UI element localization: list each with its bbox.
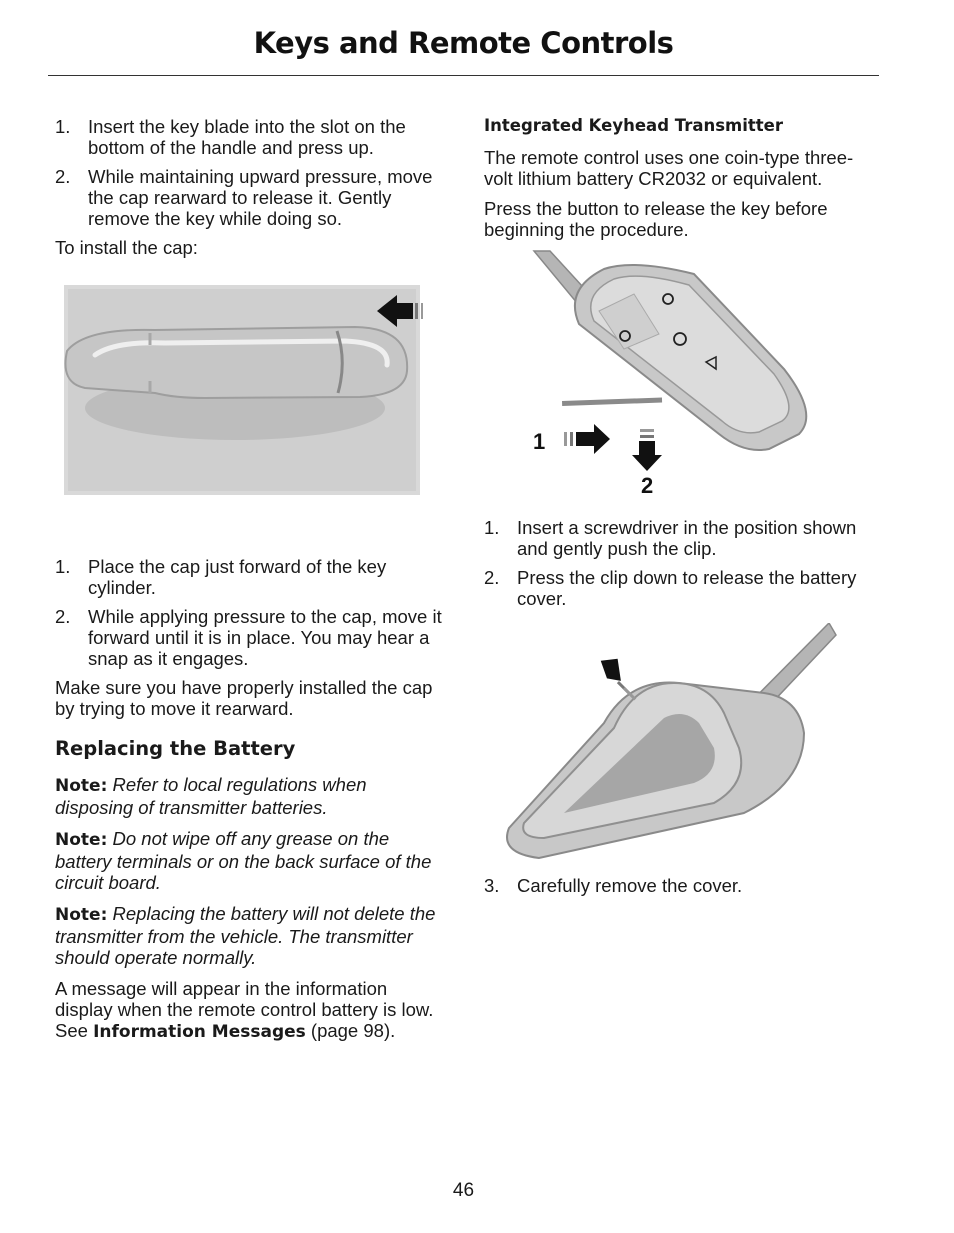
battery-text: The remote control uses one coin-type three-volt lithium battery CR2032 or equivalent.	[484, 147, 854, 189]
list-item	[484, 517, 879, 559]
step-number: 2.	[55, 166, 71, 187]
arrow-trail	[640, 435, 654, 438]
step-number: 1.	[55, 556, 71, 577]
list-item	[55, 166, 447, 229]
step-text: Insert the key blade into the slot on the bottom of the handle and press up.	[88, 116, 406, 158]
title-divider	[48, 75, 879, 76]
battery-steps-a	[484, 517, 879, 609]
list-item	[55, 606, 447, 669]
low-battery-message	[55, 978, 447, 1043]
arrow-trail	[570, 432, 573, 446]
note-text: Do not wipe off any grease on the battery terminals or on the back surface of the circuit board.	[55, 828, 432, 893]
callout-1: 1	[533, 429, 546, 454]
left-column	[55, 116, 447, 1043]
cap-removal-steps	[55, 116, 447, 229]
cap-install-steps	[55, 556, 447, 669]
step-text: Carefully remove the cover.	[517, 875, 743, 896]
screwdriver-shaft	[562, 398, 662, 406]
right-column	[484, 116, 879, 904]
list-item	[484, 875, 879, 896]
step-number: 3.	[484, 875, 500, 896]
subheading: Integrated Keyhead Transmitter	[484, 116, 783, 135]
note-label: Note:	[55, 830, 108, 850]
step-number: 2.	[55, 606, 71, 627]
arrow-down-icon	[632, 441, 662, 471]
door-handle-figure	[55, 283, 447, 533]
list-item	[55, 116, 447, 158]
arrow-trail	[415, 303, 418, 319]
confirm-text: Make sure you have properly installed the cap by trying to move it rearward.	[55, 677, 433, 719]
release-text: Press the button to release the key before beginning the procedure.	[484, 198, 828, 240]
page-title: Keys and Remote Controls	[253, 26, 674, 60]
note-disposal	[55, 774, 447, 818]
arrow-trail	[640, 429, 654, 432]
note-text: Refer to local regulations when disposing of transmitter batteries.	[55, 774, 367, 818]
arrow-trail	[564, 432, 567, 446]
arrow-trail	[421, 303, 423, 319]
step-text: Press the clip down to release the battery cover.	[517, 567, 857, 609]
step-number: 2.	[484, 567, 500, 588]
note-grease	[55, 828, 447, 893]
step-number: 1.	[55, 116, 71, 137]
information-messages-reference: Information Messages	[93, 1022, 306, 1042]
message-text: A message will appear in the information display when the remote control battery is low. See	[55, 978, 434, 1041]
note-label: Note:	[55, 776, 108, 796]
section-heading: Replacing the Battery	[55, 737, 296, 760]
door-handle	[65, 327, 407, 398]
note-programming	[55, 903, 447, 968]
callout-2: 2	[641, 473, 654, 498]
list-item	[55, 556, 447, 598]
list-item	[484, 567, 879, 609]
install-intro: To install the cap:	[55, 237, 198, 258]
arrow-right-icon	[576, 424, 610, 454]
step-number: 1.	[484, 517, 500, 538]
note-text: Replacing the battery will not delete the transmitter from the vehicle. The transmitter should operate normally.	[55, 903, 436, 968]
arrow-up-left-icon	[597, 652, 629, 686]
keyfob-screwdriver-figure	[484, 249, 879, 507]
page-reference: (page 98).	[305, 1020, 396, 1041]
page-number: 46	[452, 1180, 475, 1201]
note-label: Note:	[55, 905, 108, 925]
step-text: Insert a screwdriver in the position shown and gently push the clip.	[517, 517, 857, 559]
step-text: Place the cap just forward of the key cylinder.	[88, 556, 387, 598]
step-text: While applying pressure to the cap, move it forward until it is in place. You may hear a snap as it engages.	[88, 606, 442, 669]
battery-steps-b	[484, 875, 879, 896]
keyfob-cover-figure	[484, 623, 879, 863]
step-text: While maintaining upward pressure, move the cap rearward to release it. Gently remove the key while doing so.	[88, 166, 433, 229]
